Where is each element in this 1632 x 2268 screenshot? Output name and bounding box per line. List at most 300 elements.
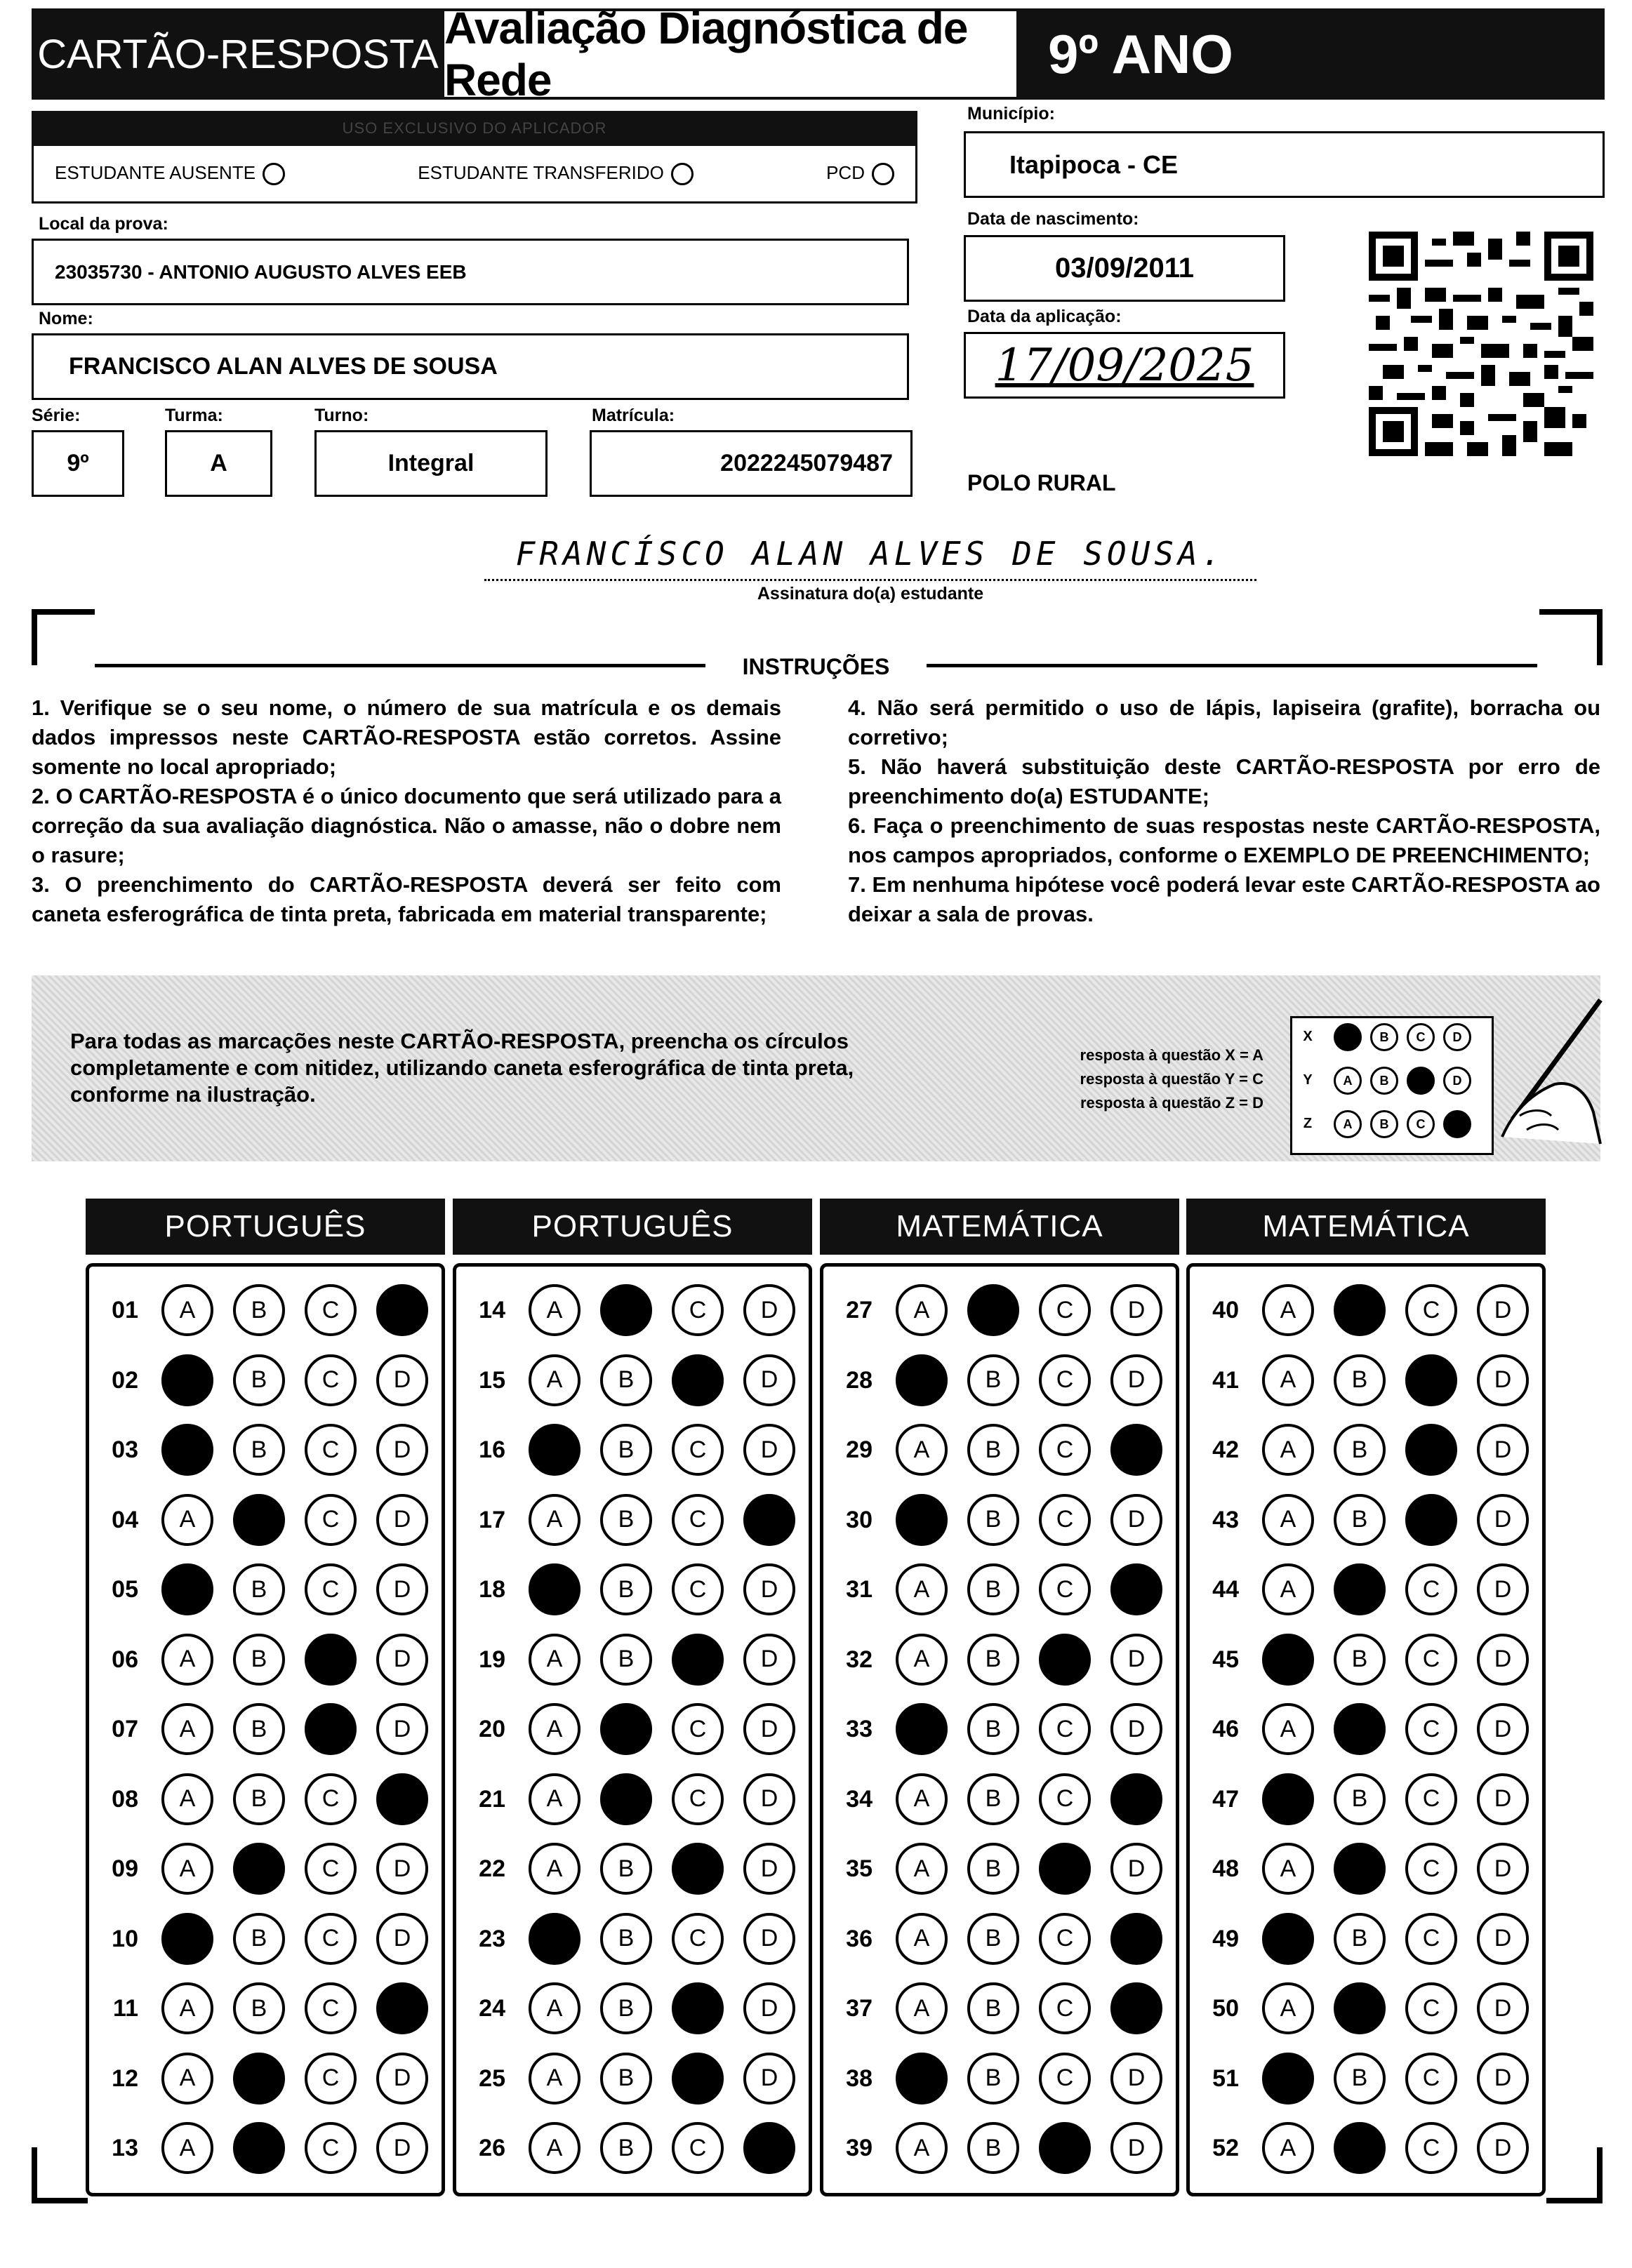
legend-line: resposta à questão Y = C [1080,1070,1263,1088]
answer-bubble[interactable]: B [1334,1634,1386,1686]
answer-bubble[interactable]: B [967,1773,1019,1825]
answer-bubble[interactable]: C [1039,1913,1091,1965]
example-bubble: B [1370,1067,1398,1095]
answer-bubble[interactable]: B [967,2122,1019,2174]
answer-bubble[interactable]: D [376,1982,428,2034]
answer-bubble[interactable]: A [1262,1424,1314,1476]
grade-label: 9º ANO [1016,8,1605,100]
answer-bubble[interactable]: A [896,1773,948,1825]
question-number: 12 [112,2064,138,2092]
question-number: 45 [1212,1646,1239,1673]
answer-bubble[interactable]: C [672,1703,724,1755]
answer-bubble[interactable]: C [1039,1494,1091,1546]
answer-bubble[interactable]: D [743,1843,795,1895]
answer-bubble[interactable]: D [376,2053,428,2104]
instructions-title: INSTRUÇÕES [742,654,890,679]
answer-bubble[interactable]: A [529,1563,581,1615]
answer-bubble[interactable]: C [1405,1913,1457,1965]
answer-bubble[interactable]: B [233,1494,285,1546]
answer-bubble[interactable]: B [967,1913,1019,1965]
answer-bubble[interactable]: B [1334,1843,1386,1895]
answer-bubble[interactable]: D [1477,1913,1529,1965]
answer-bubble[interactable]: D [376,2122,428,2174]
answer-bubble[interactable]: B [233,1773,285,1825]
example-bubble: D [1443,1110,1471,1138]
answer-bubble[interactable]: D [1110,1424,1162,1476]
question-number: 48 [1212,1855,1239,1882]
answer-bubble[interactable]: A [529,1634,581,1686]
answer-bubble[interactable]: D [376,1494,428,1546]
answer-bubble[interactable]: B [600,1563,652,1615]
answer-bubble[interactable]: A [896,1982,948,2034]
answer-bubble[interactable]: A [1262,1354,1314,1406]
example-text: Para todas as marcações neste CARTÃO-RESPOSTA, preencha os círculos completamente e com nitidez, utilizando caneta esferográfica de tinta preta, conforme na ilustração. [70,1029,854,1107]
legend-line: resposta à questão Z = D [1080,1094,1263,1112]
answer-bubble[interactable]: A [896,2122,948,2174]
answer-bubble[interactable]: C [672,2053,724,2104]
answer-bubble[interactable]: C [305,1494,357,1546]
answer-bubble[interactable]: A [161,1982,213,2034]
answer-bubble[interactable]: D [1477,1634,1529,1686]
answer-bubble[interactable]: B [233,1913,285,1965]
answer-bubble[interactable]: B [233,1843,285,1895]
answer-bubble[interactable]: C [672,1354,724,1406]
question-number: 27 [846,1297,873,1323]
answer-bubble[interactable]: B [233,1703,285,1755]
subject-header: PORTUGUÊS [86,1199,445,1255]
answer-bubble[interactable]: C [1039,1424,1091,1476]
answer-bubble[interactable]: A [161,1843,213,1895]
frame-corner-bottom-left [32,2147,88,2203]
answer-bubble[interactable]: A [529,1913,581,1965]
answer-bubble[interactable]: A [896,1424,948,1476]
answer-bubble[interactable]: B [600,1634,652,1686]
answer-bubble[interactable]: B [233,1563,285,1615]
answer-bubble[interactable]: D [743,2122,795,2174]
question-number: 44 [1212,1576,1239,1603]
pcd-label: PCD [826,161,865,183]
aplicacao-label: Data da aplicação: [967,307,1122,326]
answer-bubble[interactable]: C [672,2122,724,2174]
answer-bubble[interactable]: C [672,1843,724,1895]
answer-bubble[interactable]: A [529,2053,581,2104]
answer-bubble[interactable]: D [1110,1284,1162,1336]
question-number: 10 [112,1925,138,1952]
answer-bubble[interactable]: B [600,1424,652,1476]
question-number: 05 [112,1576,138,1603]
answer-bubble[interactable]: C [1039,2122,1091,2174]
answer-bubble[interactable]: D [743,1634,795,1686]
question-number: 11 [113,1995,138,2022]
answer-bubble[interactable]: B [1334,1913,1386,1965]
question-number: 51 [1212,2064,1239,2092]
answer-bubble[interactable]: D [1477,1494,1529,1546]
answer-bubble[interactable]: B [967,1703,1019,1755]
local-label: Local da prova: [39,214,168,234]
answer-bubble[interactable]: B [233,1354,285,1406]
answer-bubble[interactable]: A [161,1773,213,1825]
answer-bubble[interactable]: B [1334,1354,1386,1406]
answer-bubble[interactable]: D [1110,1703,1162,1755]
transferred-bubble[interactable] [671,163,694,185]
nascimento-label: Data de nascimento: [967,209,1139,229]
answer-bubble[interactable]: B [967,1563,1019,1615]
answer-bubble[interactable]: D [1477,1982,1529,2034]
answer-bubble[interactable]: C [1405,1424,1457,1476]
answer-bubble[interactable]: C [1405,1843,1457,1895]
answer-bubble[interactable]: A [161,1913,213,1965]
answer-bubble[interactable]: B [600,1773,652,1825]
answer-bubble[interactable]: D [1110,1843,1162,1895]
answer-bubble[interactable]: A [161,1354,213,1406]
answer-bubble[interactable]: D [1110,1354,1162,1406]
answer-bubble[interactable]: B [967,1354,1019,1406]
answer-bubble[interactable]: A [1262,1982,1314,2034]
answer-bubble[interactable]: D [743,1913,795,1965]
answer-bubble[interactable]: A [896,1284,948,1336]
answer-bubble[interactable]: A [896,1634,948,1686]
question-number: 47 [1212,1785,1239,1813]
answer-bubble[interactable]: D [1110,1913,1162,1965]
answer-bubble[interactable]: D [1110,1773,1162,1825]
frame-corner-bottom-right [1546,2147,1603,2203]
answer-bubble[interactable]: A [896,1843,948,1895]
answer-bubble[interactable]: B [600,1843,652,1895]
answer-bubble[interactable]: C [1405,1773,1457,1825]
subject-header: MATEMÁTICA [1186,1199,1546,1255]
example-bubble: C [1407,1110,1435,1138]
signature-line [484,579,1256,581]
signature-label: Assinatura do(a) estudante [757,584,984,603]
answer-bubble[interactable]: A [896,2053,948,2104]
question-number: 15 [479,1366,505,1394]
answer-bubble[interactable]: C [305,1843,357,1895]
applicator-box [32,146,917,204]
answer-bubble[interactable]: C [1405,1703,1457,1755]
answer-bubble[interactable]: A [529,1773,581,1825]
name-value: FRANCISCO ALAN ALVES DE SOUSA [69,353,498,380]
answer-bubble[interactable]: A [529,1703,581,1755]
answer-bubble[interactable]: D [1110,2053,1162,2104]
answer-bubble[interactable]: C [1039,1354,1091,1406]
answer-bubble[interactable]: B [967,1494,1019,1546]
answer-bubble[interactable]: A [896,1563,948,1615]
question-number: 49 [1212,1925,1239,1952]
answer-bubble[interactable]: B [1334,1563,1386,1615]
answer-bubble[interactable]: A [1262,1284,1314,1336]
answer-bubble[interactable]: C [305,1563,357,1615]
answer-bubble[interactable]: C [1039,1773,1091,1825]
answer-bubble[interactable]: D [1477,1843,1529,1895]
answer-bubble[interactable]: A [161,1563,213,1615]
subject-header: PORTUGUÊS [453,1199,812,1255]
answer-bubble[interactable]: A [1262,1494,1314,1546]
answer-bubble[interactable]: D [376,1634,428,1686]
answer-bubble[interactable]: B [967,2053,1019,2104]
answer-bubble[interactable]: C [1405,2122,1457,2174]
question-number: 01 [112,1297,138,1323]
answer-bubble[interactable]: B [600,1284,652,1336]
matricula-value: 2022245079487 [720,450,893,476]
answer-bubble[interactable]: D [376,1284,428,1336]
answer-bubble[interactable]: C [305,1634,357,1686]
answer-bubble[interactable]: B [1334,1424,1386,1476]
answer-bubble[interactable]: C [305,1703,357,1755]
question-number: 16 [479,1436,505,1463]
answer-bubble[interactable]: D [1477,1773,1529,1825]
answer-bubble[interactable]: B [233,1982,285,2034]
answer-bubble[interactable]: D [376,1354,428,1406]
answer-bubble[interactable]: B [600,2122,652,2174]
answer-bubble[interactable]: B [600,1913,652,1965]
answer-bubble[interactable]: A [1262,1703,1314,1755]
answer-bubble[interactable]: C [1405,1494,1457,1546]
answer-bubble[interactable]: D [376,1913,428,1965]
answer-bubble[interactable]: C [1039,1634,1091,1686]
absent-bubble[interactable] [263,163,285,185]
answer-bubble[interactable]: B [1334,2053,1386,2104]
answer-bubble[interactable]: D [1110,1494,1162,1546]
answer-bubble[interactable]: C [672,1424,724,1476]
answer-bubble[interactable]: C [305,1913,357,1965]
pcd-bubble[interactable] [872,163,894,185]
question-number: 34 [846,1785,873,1813]
answer-bubble[interactable]: C [672,1982,724,2034]
answer-bubble[interactable]: C [672,1284,724,1336]
answer-bubble[interactable]: B [967,1424,1019,1476]
answer-bubble[interactable]: C [1039,2053,1091,2104]
answer-bubble[interactable]: C [305,1982,357,2034]
answer-bubble[interactable]: D [743,2053,795,2104]
serie-field [32,430,124,497]
answer-bubble[interactable]: D [743,1424,795,1476]
answer-bubble[interactable]: A [161,1634,213,1686]
municipio-field [964,131,1605,198]
answer-bubble[interactable]: A [529,1843,581,1895]
instruction-item: 6. Faça o preenchimento de suas respostas neste CARTÃO-RESPOSTA, nos campos apropriados, conforme o EXEMPLO DE PREENCHIMENTO; [848,813,1600,867]
example-bubble: A [1334,1023,1362,1051]
instructions-left [32,693,781,929]
answer-bubble[interactable]: D [1477,2053,1529,2104]
answer-bubble[interactable]: A [529,1982,581,2034]
answer-bubble[interactable]: D [376,1843,428,1895]
answer-bubble[interactable]: D [743,1284,795,1336]
question-number: 28 [846,1366,873,1394]
answer-bubble[interactable]: C [672,1773,724,1825]
turma-field [165,430,272,497]
answer-bubble[interactable]: D [376,1424,428,1476]
question-number: 19 [479,1646,505,1673]
answer-bubble[interactable]: C [1039,1843,1091,1895]
answer-bubble[interactable]: B [1334,2122,1386,2174]
answer-bubble[interactable]: C [672,1634,724,1686]
answer-bubble[interactable]: B [967,1284,1019,1336]
answer-bubble[interactable]: D [743,1563,795,1615]
answer-bubble[interactable]: B [233,1424,285,1476]
answer-bubble[interactable]: A [161,1284,213,1336]
answer-bubble[interactable]: A [161,1424,213,1476]
answer-bubble[interactable]: B [233,2053,285,2104]
frame-corner-top-left [32,609,95,665]
example-row-label: X [1303,1029,1313,1044]
absent-option[interactable] [55,162,285,185]
answer-bubble[interactable]: B [1334,1494,1386,1546]
answer-bubble[interactable]: D [743,1703,795,1755]
instruction-item: 2. O CARTÃO-RESPOSTA é o único documento que será utilizado para a correção da sua avaliação diagnóstica. Não o amasse, não o dobre nem o rasure; [32,784,781,867]
turno-field [314,430,548,497]
answer-bubble[interactable]: C [305,1354,357,1406]
instructions-right [848,693,1600,929]
answer-bubble[interactable]: B [1334,1982,1386,2034]
answer-bubble[interactable]: B [967,1634,1019,1686]
answer-bubble[interactable]: A [529,1284,581,1336]
answer-bubble[interactable]: C [305,2053,357,2104]
answer-bubble[interactable]: C [1405,1634,1457,1686]
answer-bubble[interactable]: B [600,1354,652,1406]
answer-bubble[interactable]: D [743,1982,795,2034]
answer-bubble[interactable]: D [376,1703,428,1755]
answer-bubble[interactable]: B [233,2122,285,2174]
answer-bubble[interactable]: B [600,1703,652,1755]
question-number: 08 [112,1785,138,1813]
answer-bubble[interactable]: D [376,1563,428,1615]
answer-bubble[interactable]: D [743,1773,795,1825]
answer-bubble[interactable]: A [161,1703,213,1755]
answer-bubble[interactable]: D [1110,1563,1162,1615]
answer-bubble[interactable]: A [1262,1843,1314,1895]
answer-bubble[interactable]: B [233,1284,285,1336]
answer-bubble[interactable]: A [1262,1634,1314,1686]
question-number: 03 [112,1436,138,1463]
example-bubble: B [1370,1110,1398,1138]
question-number: 35 [846,1855,873,1882]
answer-bubble[interactable]: C [1405,1284,1457,1336]
answer-bubble[interactable]: B [233,1634,285,1686]
answer-bubble[interactable]: A [161,2053,213,2104]
municipio-label: Município: [967,104,1055,124]
answer-bubble[interactable]: C [1039,1982,1091,2034]
question-number: 39 [846,2135,873,2161]
answer-bubble[interactable]: C [1405,2053,1457,2104]
answer-bubble[interactable]: B [600,2053,652,2104]
example-bubble: B [1370,1023,1398,1051]
answer-bubble[interactable]: B [1334,1284,1386,1336]
answer-bubble[interactable]: D [743,1494,795,1546]
answer-bubble[interactable]: A [529,1424,581,1476]
answer-bubble[interactable]: C [1405,1563,1457,1615]
example-bubble: D [1443,1023,1471,1051]
answer-bubble[interactable]: B [600,1982,652,2034]
answer-bubble[interactable]: D [1477,2122,1529,2174]
instruction-item: 3. O preenchimento do CARTÃO-RESPOSTA deverá ser feito com caneta esferográfica de tinta preta, fabricada em material transparente; [32,872,781,926]
answer-bubble[interactable]: A [529,2122,581,2174]
answer-bubble[interactable]: A [161,1494,213,1546]
answer-bubble[interactable]: C [672,1494,724,1546]
instruction-item: 5. Não haverá substituição deste CARTÃO-RESPOSTA por erro de preenchimento do(a) ESTUDANTE; [848,754,1600,808]
answer-bubble[interactable]: B [600,1494,652,1546]
answer-bubble[interactable]: B [1334,1773,1386,1825]
answer-bubble[interactable]: C [1405,1354,1457,1406]
answer-bubble[interactable]: D [1477,1703,1529,1755]
answer-bubble[interactable]: A [896,1913,948,1965]
answer-bubble[interactable]: B [967,1843,1019,1895]
answer-bubble[interactable]: A [896,1354,948,1406]
question-number: 42 [1212,1436,1239,1463]
question-number: 24 [479,1995,505,2022]
answer-bubble[interactable]: A [1262,1913,1314,1965]
answer-bubble[interactable]: D [1477,1354,1529,1406]
answer-bubble[interactable]: D [1477,1424,1529,1476]
nascimento-value: 03/09/2011 [1055,253,1194,284]
answer-bubble[interactable]: A [1262,2053,1314,2104]
answer-bubble[interactable]: C [305,2122,357,2174]
question-number: 41 [1212,1366,1239,1394]
example-bubble: C [1407,1023,1435,1051]
answer-bubble[interactable]: D [1110,1634,1162,1686]
answer-bubble[interactable]: C [1039,1703,1091,1755]
polo-label: POLO RURAL [967,470,1116,495]
card-title: CARTÃO-RESPOSTA [32,8,444,100]
answer-bubble[interactable]: C [305,1424,357,1476]
answer-bubble[interactable]: D [1477,1284,1529,1336]
answer-bubble[interactable]: C [672,1913,724,1965]
answer-bubble[interactable]: A [529,1354,581,1406]
question-number: 06 [112,1646,138,1673]
example-row-label: Z [1303,1116,1313,1131]
answer-bubble[interactable]: A [1262,1563,1314,1615]
answer-bubble[interactable]: D [376,1773,428,1825]
answer-bubble[interactable]: A [161,2122,213,2174]
answer-bubble[interactable]: C [1039,1284,1091,1336]
pcd-option[interactable] [826,162,894,185]
matricula-field [590,430,913,497]
answer-bubble[interactable]: D [1110,1982,1162,2034]
answer-bubble[interactable]: C [305,1773,357,1825]
answer-bubble[interactable]: A [896,1703,948,1755]
question-number: 38 [846,2064,873,2092]
answer-bubble[interactable]: D [1477,1563,1529,1615]
answer-bubble[interactable]: C [672,1563,724,1615]
example-bubble: D [1443,1067,1471,1095]
answer-bubble[interactable]: D [1110,2122,1162,2174]
question-number: 36 [846,1925,873,1952]
instructions-rule-right [927,664,1537,667]
turno-label: Turno: [314,406,369,425]
answer-bubble[interactable]: A [896,1494,948,1546]
question-number: 18 [479,1576,505,1603]
answer-bubble[interactable]: C [305,1284,357,1336]
answer-bubble[interactable]: A [529,1494,581,1546]
answer-bubble[interactable]: B [1334,1703,1386,1755]
answer-bubble[interactable]: A [1262,2122,1314,2174]
answer-bubble[interactable]: B [967,1982,1019,2034]
legend-line: resposta à questão X = A [1080,1046,1263,1064]
transferred-label: ESTUDANTE TRANSFERIDO [418,161,664,183]
name-field [32,333,909,400]
answer-bubble[interactable]: A [1262,1773,1314,1825]
question-number: 32 [846,1646,873,1673]
question-number: 30 [846,1506,873,1533]
example-row-label: Y [1303,1072,1313,1088]
answer-bubble[interactable]: C [1039,1563,1091,1615]
example-bubble: A [1334,1110,1362,1138]
answer-bubble[interactable]: D [743,1354,795,1406]
transferred-option[interactable] [418,162,694,185]
turma-label: Turma: [165,406,223,425]
answer-bubble[interactable]: C [1405,1982,1457,2034]
aplicacao-field [964,332,1285,399]
serie-value: 9º [67,450,89,476]
